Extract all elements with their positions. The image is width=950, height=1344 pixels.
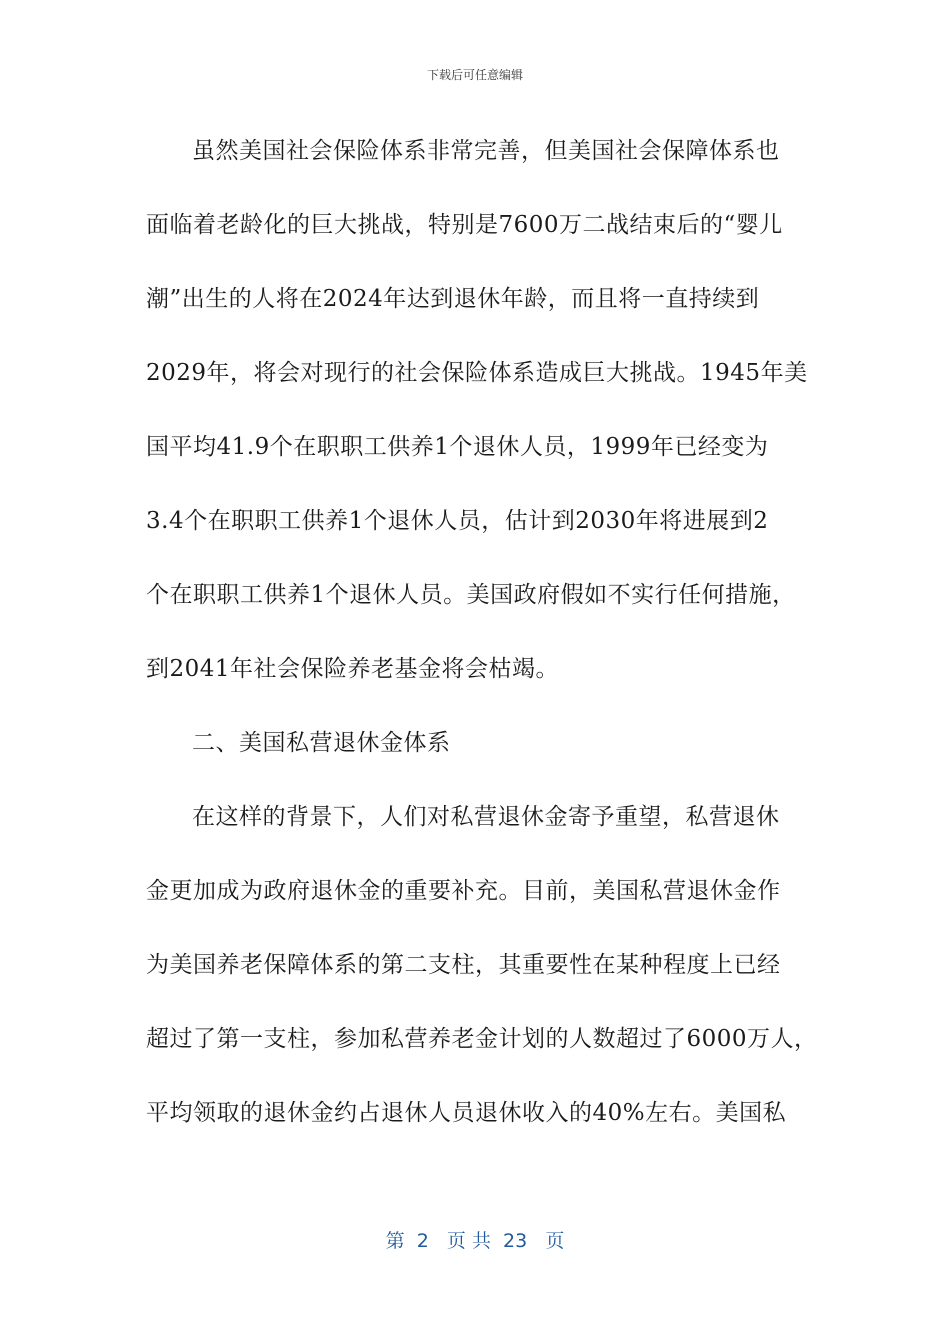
paragraph-line: 个在职职工供养1个退休人员。美国政府假如不实行任何措施，: [146, 582, 796, 608]
paragraph-line: 虽然美国社会保险体系非常完善，但美国社会保障体系也: [192, 138, 780, 164]
paragraph-line: 为美国养老保障体系的第二支柱，其重要性在某种程度上已经: [146, 952, 781, 978]
page-header: 下载后可任意编辑: [426, 68, 523, 82]
paragraph-line: 金更加成为政府退休金的重要补充。目前，美国私营退休金作: [146, 878, 781, 904]
page-footer: 第 2 页 共 23 页: [385, 1230, 565, 1252]
section-heading: 二、美国私营退休金体系: [192, 730, 451, 756]
paragraph-line: 平均领取的退休金约占退休人员退休收入的40%左右。美国私: [146, 1100, 787, 1126]
paragraph-line: 国平均41.9个在职职工供养1个退休人员，1999年已经变为: [146, 434, 769, 460]
paragraph-line: 在这样的背景下，人们对私营退休金寄予重望，私营退休: [192, 804, 780, 830]
paragraph-line: 潮”出生的人将在2024年达到退休年龄，而且将一直持续到: [146, 286, 760, 312]
paragraph-line: 到2041年社会保险养老基金将会枯竭。: [146, 656, 560, 682]
paragraph-line: 2029年，将会对现行的社会保险体系造成巨大挑战。1945年美: [146, 360, 808, 386]
paragraph-line: 面临着老龄化的巨大挑战，特别是7600万二战结束后的“婴儿: [146, 212, 783, 238]
paragraph-line: 3.4个在职职工供养1个退休人员，估计到2030年将进展到2: [146, 508, 769, 534]
paragraph-line: 超过了第一支柱，参加私营养老金计划的人数超过了6000万人，: [146, 1026, 818, 1052]
